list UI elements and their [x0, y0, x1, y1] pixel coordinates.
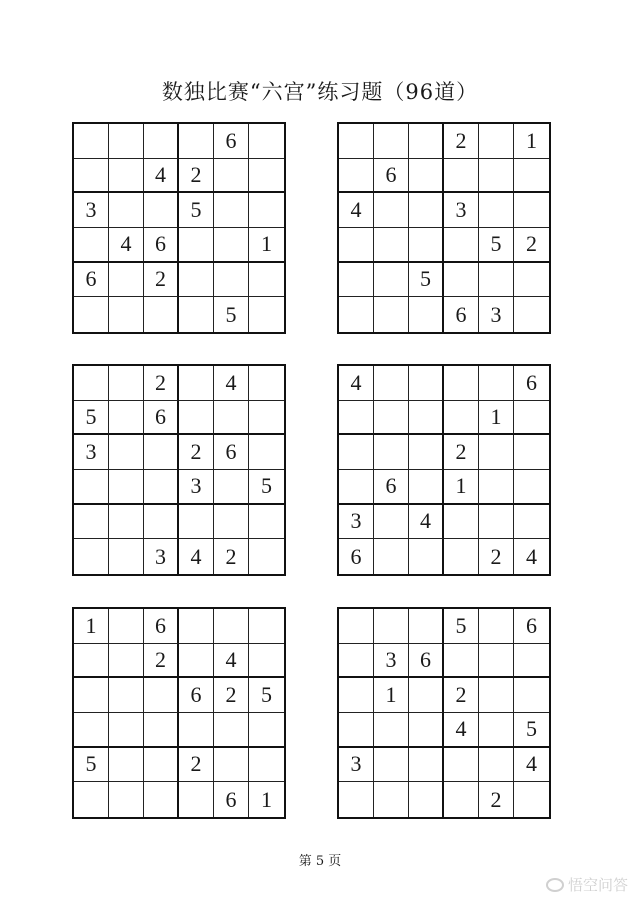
sudoku-cell: 6 — [514, 609, 549, 644]
sudoku-cell — [249, 435, 284, 470]
sudoku-cell — [479, 159, 514, 194]
sudoku-cell — [374, 435, 409, 470]
sudoku-cell: 4 — [514, 748, 549, 783]
sudoku-cell — [444, 539, 479, 574]
sudoku-cell — [214, 505, 249, 540]
sudoku-cell: 4 — [409, 505, 444, 540]
sudoku-cell — [479, 263, 514, 298]
sudoku-cell — [109, 297, 144, 332]
sudoku-cell — [214, 609, 249, 644]
sudoku-cell — [109, 263, 144, 298]
sudoku-cell — [249, 401, 284, 436]
sudoku-cell — [74, 713, 109, 748]
sudoku-cell — [409, 401, 444, 436]
sudoku-cell — [179, 228, 214, 263]
sudoku-cell — [74, 159, 109, 194]
sudoku-cell: 6 — [444, 297, 479, 332]
sudoku-cell: 1 — [444, 470, 479, 505]
sudoku-grid — [72, 122, 286, 334]
sudoku-cell: 6 — [374, 470, 409, 505]
sudoku-cell: 5 — [249, 678, 284, 713]
sudoku-cell — [374, 539, 409, 574]
sudoku-cell: 6 — [514, 366, 549, 401]
sudoku-cell: 2 — [144, 644, 179, 679]
sudoku-cell: 3 — [179, 470, 214, 505]
sudoku-cell — [144, 678, 179, 713]
sudoku-cell — [109, 401, 144, 436]
sudoku-cell — [374, 366, 409, 401]
sudoku-cell — [109, 713, 144, 748]
sudoku-cell — [249, 297, 284, 332]
sudoku-cell — [374, 297, 409, 332]
sudoku-cell — [214, 159, 249, 194]
sudoku-grid — [337, 364, 551, 576]
sudoku-cell — [514, 782, 549, 817]
sudoku-cell: 2 — [179, 435, 214, 470]
sudoku-cell — [339, 263, 374, 298]
sudoku-cell — [409, 124, 444, 159]
sudoku-cell — [479, 366, 514, 401]
sudoku-cell: 1 — [479, 401, 514, 436]
sudoku-grid — [337, 122, 551, 334]
sudoku-cell — [479, 193, 514, 228]
watermark-text: 悟空问答 — [567, 876, 628, 894]
sudoku-cell — [514, 678, 549, 713]
sudoku-cell — [249, 748, 284, 783]
sudoku-cell — [74, 297, 109, 332]
sudoku-cell: 5 — [479, 228, 514, 263]
sudoku-cell: 6 — [409, 644, 444, 679]
sudoku-cell — [214, 748, 249, 783]
sudoku-cell — [479, 644, 514, 679]
sudoku-cell: 3 — [339, 505, 374, 540]
sudoku-cell: 6 — [214, 435, 249, 470]
sudoku-cell — [109, 435, 144, 470]
sudoku-cell — [74, 678, 109, 713]
sudoku-cell — [444, 748, 479, 783]
sudoku-cell — [374, 505, 409, 540]
sudoku-cell: 2 — [514, 228, 549, 263]
sudoku-cell — [249, 644, 284, 679]
sudoku-cell: 5 — [74, 748, 109, 783]
sudoku-cell — [339, 678, 374, 713]
sudoku-cell — [249, 193, 284, 228]
sudoku-cell — [109, 644, 144, 679]
sudoku-cell: 2 — [479, 782, 514, 817]
sudoku-cell: 6 — [74, 263, 109, 298]
sudoku-cell — [179, 263, 214, 298]
sudoku-cell — [249, 263, 284, 298]
sudoku-cell — [109, 748, 144, 783]
sudoku-cell: 1 — [261, 786, 272, 812]
sudoku-cell: 6 — [144, 228, 179, 263]
sudoku-cell — [214, 470, 249, 505]
sudoku-cell — [409, 678, 444, 713]
sudoku-cell — [179, 366, 214, 401]
sudoku-cell — [249, 366, 284, 401]
sudoku-cell — [109, 193, 144, 228]
sudoku-cell — [109, 366, 144, 401]
sudoku-cell — [339, 401, 374, 436]
sudoku-cell — [409, 366, 444, 401]
sudoku-cell — [409, 297, 444, 332]
sudoku-cell — [444, 401, 479, 436]
sudoku-cell: 5 — [179, 193, 214, 228]
sudoku-cell: 4 — [214, 644, 249, 679]
sudoku-cell — [339, 297, 374, 332]
sudoku-cell — [109, 505, 144, 540]
sudoku-cell — [514, 193, 549, 228]
sudoku-cell — [249, 713, 284, 748]
sudoku-cell: 2 — [144, 263, 179, 298]
sudoku-cell — [339, 644, 374, 679]
sudoku-cell: 4 — [339, 193, 374, 228]
sudoku-cell: 2 — [214, 539, 249, 574]
sudoku-cell — [374, 124, 409, 159]
sudoku-cell — [179, 713, 214, 748]
sudoku-cell — [74, 505, 109, 540]
sudoku-cell — [479, 609, 514, 644]
sudoku-cell: 1 — [74, 609, 109, 644]
speech-bubble-icon — [546, 878, 564, 892]
sudoku-cell: 3 — [479, 297, 514, 332]
sudoku-cell — [374, 748, 409, 783]
sudoku-cell — [214, 401, 249, 436]
sudoku-cell: 5 — [249, 470, 284, 505]
sudoku-cell — [144, 124, 179, 159]
sudoku-cell — [479, 435, 514, 470]
sudoku-cell — [179, 644, 214, 679]
sudoku-cell — [144, 435, 179, 470]
sudoku-cell — [374, 401, 409, 436]
sudoku-cell — [109, 609, 144, 644]
sudoku-cell — [109, 782, 144, 817]
sudoku-cell: 2 — [479, 539, 514, 574]
sudoku-cell: 5 — [214, 297, 249, 332]
sudoku-cell — [179, 124, 214, 159]
sudoku-cell: 3 — [144, 539, 179, 574]
sudoku-cell: 4 — [526, 543, 537, 569]
page-number: 第 5 页 — [298, 854, 342, 869]
sudoku-cell: 2 — [179, 748, 214, 783]
sudoku-cell — [109, 470, 144, 505]
sudoku-cell: 3 — [339, 748, 374, 783]
sudoku-cell — [479, 713, 514, 748]
sudoku-cell — [144, 470, 179, 505]
sudoku-cell — [444, 366, 479, 401]
sudoku-cell — [514, 297, 549, 332]
sudoku-cell — [374, 263, 409, 298]
sudoku-cell — [249, 124, 284, 159]
sudoku-cell — [249, 539, 284, 574]
sudoku-cell: 2 — [144, 366, 179, 401]
sudoku-cell — [339, 435, 374, 470]
sudoku-cell: 4 — [444, 713, 479, 748]
sudoku-cell — [444, 228, 479, 263]
sudoku-cell: 4 — [179, 539, 214, 574]
sudoku-cell — [339, 159, 374, 194]
sudoku-cell: 2 — [444, 678, 479, 713]
sudoku-cell — [214, 193, 249, 228]
sudoku-cell: 2 — [444, 124, 479, 159]
sudoku-cell — [109, 539, 144, 574]
sudoku-cell — [409, 435, 444, 470]
sudoku-cell — [144, 505, 179, 540]
sudoku-cell — [109, 678, 144, 713]
sudoku-cell: 3 — [74, 435, 109, 470]
sudoku-cell: 3 — [74, 193, 109, 228]
page-title: 数独比赛“六宫”练习题（96道） — [161, 80, 479, 104]
sudoku-cell — [514, 401, 549, 436]
sudoku-cell: 5 — [514, 713, 549, 748]
sudoku-cell — [479, 124, 514, 159]
sudoku-cell: 5 — [409, 263, 444, 298]
sudoku-cell — [374, 609, 409, 644]
sudoku-cell: 1 — [374, 678, 409, 713]
sudoku-cell — [339, 124, 374, 159]
sudoku-cell — [409, 193, 444, 228]
sudoku-cell — [409, 228, 444, 263]
sudoku-cell — [214, 263, 249, 298]
sudoku-cell — [479, 505, 514, 540]
sudoku-cell — [74, 366, 109, 401]
sudoku-cell — [514, 644, 549, 679]
sudoku-cell — [409, 159, 444, 194]
sudoku-cell — [374, 782, 409, 817]
sudoku-cell: 6 — [214, 124, 249, 159]
sudoku-cell — [74, 124, 109, 159]
sudoku-cell: 3 — [374, 644, 409, 679]
sudoku-cell — [179, 782, 214, 817]
sudoku-cell — [339, 609, 374, 644]
sudoku-cell — [444, 644, 479, 679]
sudoku-cell — [339, 782, 374, 817]
sudoku-cell: 4 — [109, 228, 144, 263]
sudoku-cell — [249, 505, 284, 540]
sudoku-cell — [514, 470, 549, 505]
sudoku-cell: 6 — [214, 782, 249, 817]
sudoku-cell: 4 — [144, 159, 179, 194]
sudoku-cell — [339, 470, 374, 505]
sudoku-cell — [374, 713, 409, 748]
sudoku-cell: 5 — [444, 609, 479, 644]
sudoku-cell — [339, 713, 374, 748]
sudoku-cell: 4 — [214, 366, 249, 401]
sudoku-cell — [179, 609, 214, 644]
sudoku-cell — [144, 748, 179, 783]
sudoku-cell: 4 — [339, 366, 374, 401]
sudoku-cell — [514, 435, 549, 470]
sudoku-cell: 1 — [514, 124, 549, 159]
sudoku-cell — [479, 678, 514, 713]
sudoku-cell: 6 — [144, 609, 179, 644]
sudoku-cell: 6 — [179, 678, 214, 713]
watermark — [546, 874, 628, 895]
sudoku-cell — [214, 228, 249, 263]
sudoku-cell: 1 — [249, 228, 284, 263]
sudoku-cell — [144, 193, 179, 228]
sudoku-cell — [144, 713, 179, 748]
sudoku-cell — [339, 228, 374, 263]
sudoku-cell — [74, 782, 109, 817]
sudoku-cell — [179, 401, 214, 436]
sudoku-cell — [409, 748, 444, 783]
sudoku-cell — [374, 193, 409, 228]
sudoku-grid — [337, 607, 551, 819]
sudoku-cell — [479, 748, 514, 783]
sudoku-cell — [514, 505, 549, 540]
sudoku-cell — [74, 228, 109, 263]
sudoku-cell — [514, 159, 549, 194]
sudoku-cell — [74, 470, 109, 505]
sudoku-cell: 2 — [214, 678, 249, 713]
sudoku-cell — [144, 297, 179, 332]
sudoku-cell: 5 — [74, 401, 109, 436]
sudoku-cell: 2 — [179, 159, 214, 194]
sudoku-cell — [109, 124, 144, 159]
sudoku-cell — [374, 228, 409, 263]
sudoku-cell — [249, 159, 284, 194]
sudoku-cell — [409, 713, 444, 748]
sudoku-cell — [74, 539, 109, 574]
sudoku-cell: 3 — [444, 193, 479, 228]
sudoku-cell — [409, 539, 444, 574]
sudoku-cell: 6 — [339, 539, 374, 574]
sudoku-cell: 6 — [144, 401, 179, 436]
sudoku-cell — [514, 263, 549, 298]
sudoku-cell: 6 — [374, 159, 409, 194]
sudoku-cell — [409, 782, 444, 817]
sudoku-cell — [109, 159, 144, 194]
sudoku-cell — [444, 505, 479, 540]
sudoku-grid — [72, 364, 286, 576]
sudoku-cell — [444, 263, 479, 298]
sudoku-cell — [74, 644, 109, 679]
sudoku-cell — [479, 470, 514, 505]
sudoku-cell — [144, 782, 179, 817]
sudoku-cell — [214, 713, 249, 748]
sudoku-cell — [249, 609, 284, 644]
sudoku-cell — [409, 470, 444, 505]
sudoku-cell — [179, 297, 214, 332]
sudoku-cell — [179, 505, 214, 540]
sudoku-cell — [444, 782, 479, 817]
sudoku-cell: 2 — [444, 435, 479, 470]
sudoku-grid — [72, 607, 286, 819]
sudoku-cell — [409, 609, 444, 644]
sudoku-cell — [444, 159, 479, 194]
